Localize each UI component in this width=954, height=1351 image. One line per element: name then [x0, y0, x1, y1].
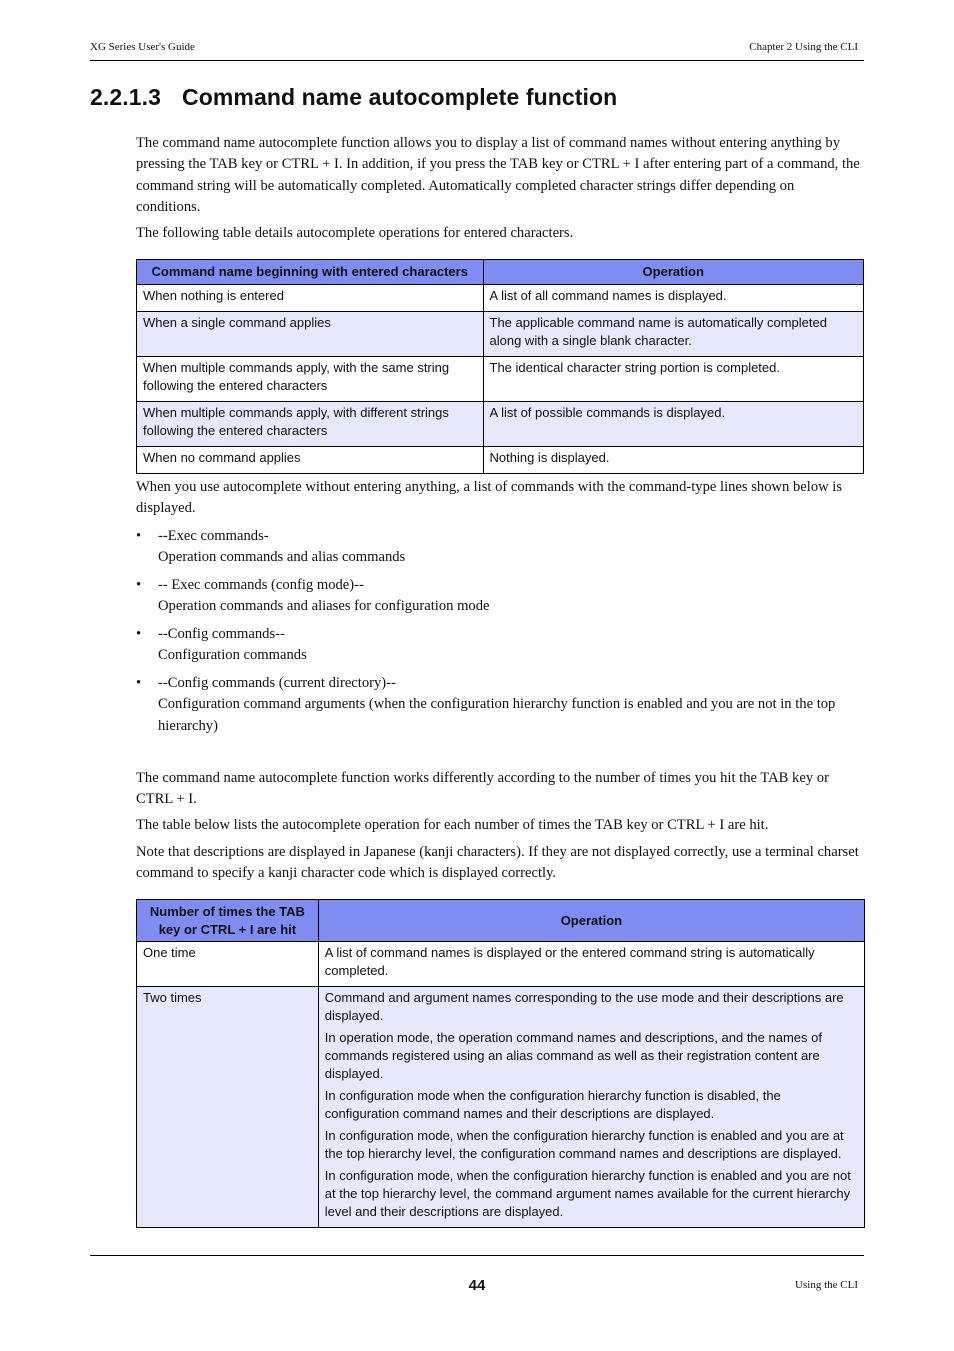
- table-cell-operation: The applicable command name is automatically completed along with a single blank character.: [483, 312, 863, 357]
- page-number: 44: [468, 1277, 486, 1294]
- table-header-cell: Operation: [483, 260, 863, 285]
- table-row: [137, 402, 864, 447]
- table-cell-count: One time: [137, 942, 319, 987]
- bullet-description: Configuration command arguments (when the configuration hierarchy function is enabled and you are not in the top hierarchy): [158, 696, 836, 734]
- running-header-chapter: Chapter 2 Using the CLI: [749, 41, 858, 53]
- table-cell-operation: A list of command names is displayed or the entered command string is automatically completed.: [318, 942, 864, 987]
- bullet-description: Configuration commands: [158, 647, 307, 664]
- table-cell-condition: When multiple commands apply, with different strings following the entered characters: [137, 402, 484, 447]
- table-row: [137, 447, 864, 474]
- table-row: [137, 987, 865, 1228]
- operation-line: Command and argument names corresponding to the use mode and their descriptions are displayed.: [324, 990, 844, 1023]
- table-cell-operation: A list of all command names is displayed.: [483, 285, 863, 312]
- section-number: 2.2.1.3: [90, 84, 162, 110]
- table-cell-operation: A list of possible commands is displayed.: [483, 402, 863, 447]
- bullet-marker: •: [136, 577, 142, 593]
- table-cell-operation: Nothing is displayed.: [483, 447, 863, 474]
- table-row: [137, 357, 864, 402]
- table-row: [137, 312, 864, 357]
- tab-count-table: [136, 899, 865, 1228]
- command-types-intro: When you use autocomplete without entering anything, a list of commands with the command-type lines shown below is displayed.: [136, 479, 843, 517]
- table-row: [137, 285, 864, 312]
- list-item: [136, 624, 862, 667]
- footer-rule: [90, 1255, 864, 1256]
- section-title: Command name autocomplete function: [182, 84, 618, 110]
- operation-line: In configuration mode, when the configuration hierarchy function is enabled and you are at the top hierarchy level, the configuration command names and descriptions are displayed.: [324, 1128, 844, 1161]
- operation-line: In configuration mode, when the configuration hierarchy function is enabled and you are not at the top hierarchy level, the command argument names available for the current hierarchy level and their descriptions are displayed.: [324, 1168, 851, 1219]
- bullet-marker: •: [136, 626, 142, 642]
- list-item: [136, 673, 862, 737]
- table-header-row: [137, 260, 864, 285]
- autocomplete-operations-table: [136, 259, 864, 474]
- bullet-title: --Config commands (current directory)--: [158, 675, 396, 691]
- list-item: [136, 526, 862, 569]
- intro-paragraph-1: The command name autocomplete function allows you to display a list of command names without entering anything by pressing the TAB key or CTRL + I. In addition, if you press the TAB key or CTRL + I after entering part of a command, the command string will be automatically completed. Automatically completed character strings differ depending on conditions.: [136, 135, 860, 216]
- table-cell-condition: When no command applies: [137, 447, 484, 474]
- bullet-description: Operation commands and aliases for configuration mode: [158, 598, 490, 615]
- table-cell-condition: When a single command applies: [137, 312, 484, 357]
- running-header-title: XG Series User's Guide: [90, 41, 195, 53]
- table-cell-operation: The identical character string portion is completed.: [483, 357, 863, 402]
- operation-line: In configuration mode when the configuration hierarchy function is disabled, the configuration command names and their descriptions are displayed.: [324, 1088, 781, 1121]
- table-header-cell: Operation: [318, 900, 864, 942]
- table-cell-operation: [318, 987, 864, 1228]
- table-header-cell: Command name beginning with entered characters: [137, 260, 484, 285]
- bullet-marker: •: [136, 528, 142, 544]
- list-item: [136, 575, 862, 618]
- table-cell-condition: When multiple commands apply, with the same string following the entered characters: [137, 357, 484, 402]
- header-rule: [90, 60, 864, 61]
- intro-paragraph-2: The following table details autocomplete operations for entered characters.: [136, 225, 574, 241]
- bullet-title: -- Exec commands (config mode)--: [158, 577, 364, 593]
- table-header-row: [137, 900, 865, 942]
- bullet-title: --Exec commands-: [158, 528, 269, 544]
- operation-line: In operation mode, the operation command names and descriptions, and the names of commands registered using an alias command as well as their registration content are displayed.: [324, 1030, 822, 1081]
- bullet-marker: •: [136, 675, 142, 691]
- table-header-cell: Number of times the TAB key or CTRL + I are hit: [137, 900, 319, 942]
- bullet-title: --Config commands--: [158, 626, 285, 642]
- section-heading: [90, 84, 617, 111]
- table-cell-count: Two times: [137, 987, 319, 1228]
- tab-paragraph-2: The table below lists the autocomplete operation for each number of times the TAB key or CTRL + I are hit.: [136, 817, 769, 833]
- tab-paragraph-3: Note that descriptions are displayed in Japanese (kanji characters). If they are not displayed correctly, use a terminal charset command to specify a kanji character code which is displayed correctly.: [136, 844, 859, 882]
- table-cell-condition: When nothing is entered: [137, 285, 484, 312]
- tab-paragraph-1: The command name autocomplete function works differently according to the number of times you hit the TAB key or CTRL + I.: [136, 770, 829, 808]
- bullet-description: Operation commands and alias commands: [158, 549, 406, 566]
- running-footer-section: Using the CLI: [795, 1279, 858, 1291]
- table-row: [137, 942, 865, 987]
